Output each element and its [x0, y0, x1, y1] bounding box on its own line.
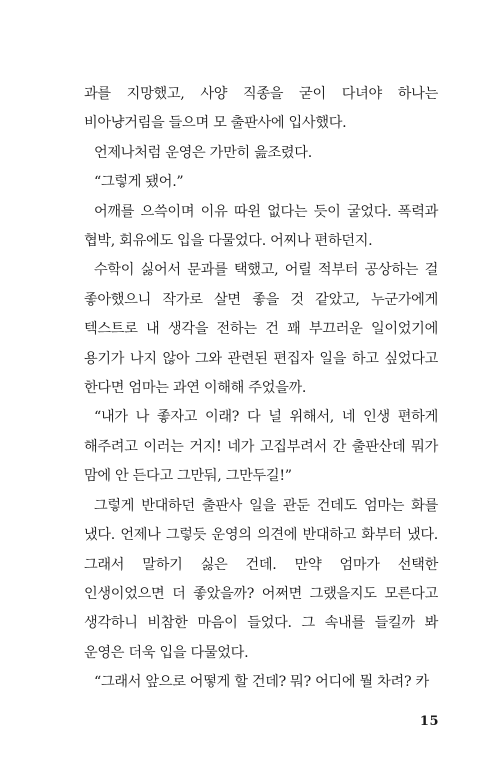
paragraph: 어깨를 으쓱이며 이유 따윈 없다는 듯이 굴었다. 폭력과 협박, 회유에도 입을 다물었다. 어찌나 편하던지.	[84, 203, 438, 250]
paragraph: “그렇게 됐어.”	[94, 174, 184, 191]
page-body	[84, 80, 438, 698]
paragraph: 과를 지망했고, 사양 직종을 굳이 다녀야 하나는 비아냥거림을 들으며 모 출판사에 입사했다.	[84, 86, 438, 132]
paragraph: 수학이 싫어서 문과를 택했고, 어릴 적부터 공상하는 걸 좋아했으니 작가로 살면 좋을 것 같았고, 누군가에게 텍스트로 내 생각을 전하는 건 꽤 부끄러운 일이었기에 용기가 나지 않아 그와 관련된 편집자 일을 하고 싶었다고 한다면 엄마는 과연 이해해 주었을까.	[84, 262, 438, 397]
page-number: 15	[419, 714, 439, 729]
paragraph: 그렇게 반대하던 출판사 일을 관둔 건데도 엄마는 화를 냈다. 언제나 그렇듯 운영의 의견에 반대하고 화부터 냈다. 그래서 말하기 싫은 건데. 만약 엄마가 선택한 인생이었으면 더 좋았을까? 어쩌면 그랬을지도 모른다고 생각하니 비참한 마음이 들었다. 그 속내를 들킬까 봐 운영은 더욱 입을 다물었다.	[84, 497, 438, 661]
paragraph: 언제나처럼 운영은 가만히 읊조렸다.	[94, 144, 312, 161]
paragraph: “그래서 앞으로 어떻게 할 건데? 뭐? 어디에 뭘 차려? 카	[94, 674, 429, 691]
paragraph: “내가 나 좋자고 이래? 다 널 위해서, 네 인생 편하게 해주려고 이러는 거지! 네가 고집부려서 간 출판산데 뭐가 맘에 안 든다고 그만둬, 그만두길!”	[84, 409, 438, 485]
